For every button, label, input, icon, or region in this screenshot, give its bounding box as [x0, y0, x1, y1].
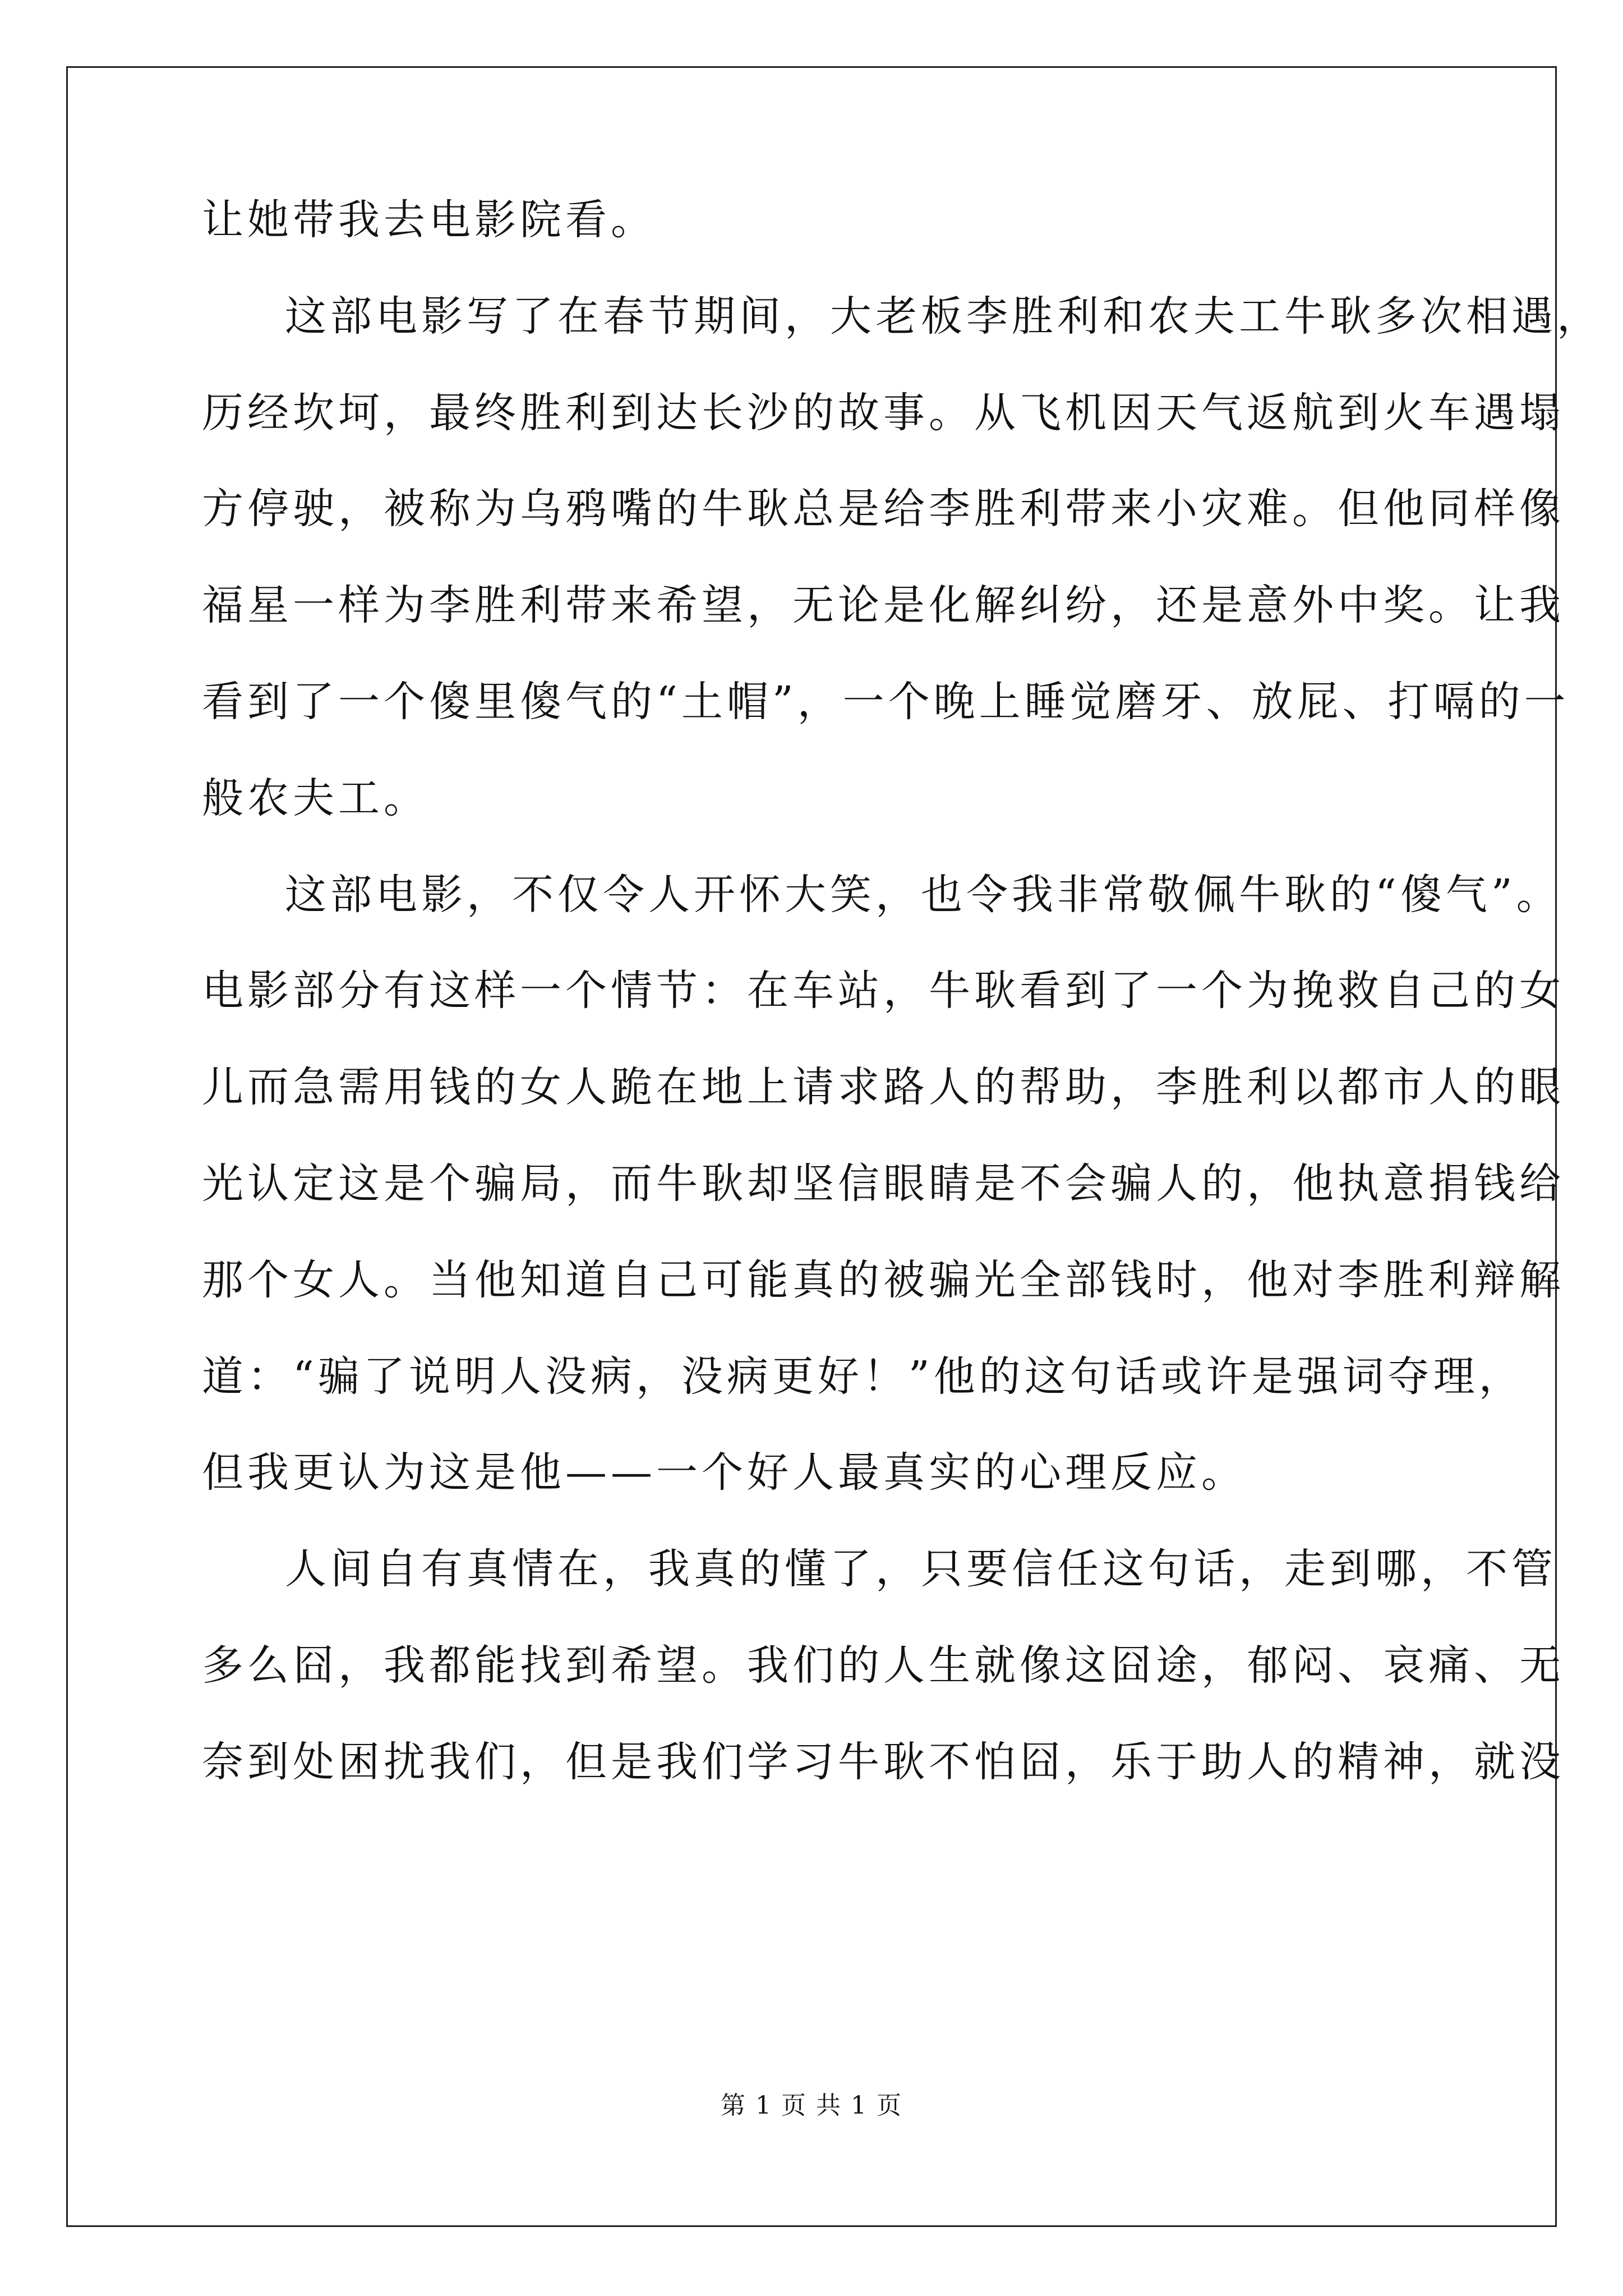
page-number-footer: 第 1 页 共 1 页 [721, 2091, 902, 2120]
text-line: 奈到处困扰我们，但是我们学习牛耿不怕囧，乐于助人的精神，就没 [202, 1737, 1565, 1786]
text-line: 方停驶，被称为乌鸦嘴的牛耿总是给李胜利带来小灾难。但他同样像 [202, 485, 1565, 533]
text-line: 般农夫工。 [202, 774, 429, 822]
text-line: 光认定这是个骗局，而牛耿却坚信眼睛是不会骗人的，他执意捐钱给 [202, 1159, 1565, 1208]
text-line: 人间自有真情在，我真的懂了，只要信任这句话，走到哪，不管 [285, 1545, 1557, 1594]
text-line: 这部电影，不仅令人开怀大笑，也令我非常敬佩牛耿的“傻气”。 [285, 870, 1562, 919]
text-line: 看到了一个傻里傻气的“土帽”，一个晚上睡觉磨牙、放屁、打嗝的一 [202, 677, 1570, 726]
text-line: 那个女人。当他知道自己可能真的被骗光全部钱时，他对李胜利辩解 [202, 1255, 1565, 1304]
text-line: 电影部分有这样一个情节：在车站，牛耿看到了一个为挽救自己的女 [202, 967, 1565, 1015]
text-line: 历经坎坷，最终胜利到达长沙的故事。从飞机因天气返航到火车遇塌 [202, 388, 1565, 437]
text-line: 但我更认为这是他——一个好人最真实的心理反应。 [202, 1448, 1247, 1497]
text-line: 福星一样为李胜利带来希望，无论是化解纠纷，还是意外中奖。让我 [202, 581, 1565, 630]
text-line: 儿而急需用钱的女人跪在地上请求路人的帮助，李胜利以都市人的眼 [202, 1063, 1565, 1112]
text-line: 多么囧，我都能找到希望。我们的人生就像这囧途，郁闷、哀痛、无 [202, 1641, 1565, 1690]
text-line: 道：“骗了说明人没病，没病更好！”他的这句话或许是强词夺理， [202, 1352, 1524, 1401]
document-body [202, 196, 1602, 1838]
text-line: 让她带我去电影院看。 [202, 196, 656, 244]
text-line: 这部电影写了在春节期间，大老板李胜利和农夫工牛耿多次相遇， [285, 292, 1602, 341]
